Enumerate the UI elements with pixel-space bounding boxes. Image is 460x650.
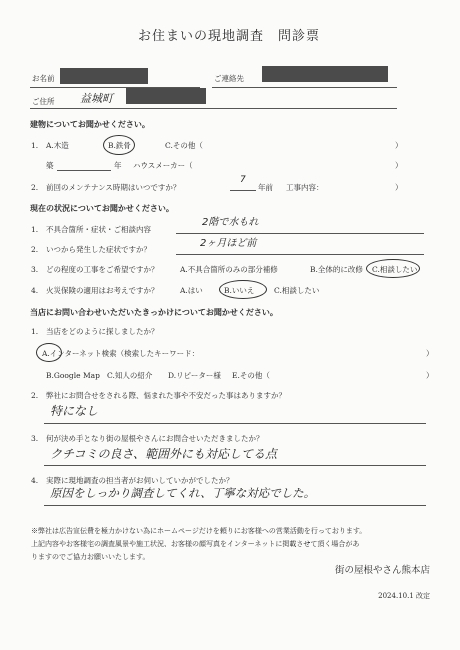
trigger-q1-opt-a-close: ） [426, 349, 434, 358]
address-underline [30, 108, 397, 109]
current-q4-opt-a: A.はい [180, 286, 203, 295]
trigger-q3-number: 3. [31, 434, 39, 443]
company-name: 街の屋根やさん熊本店 [334, 565, 430, 576]
trigger-q1-opt-d: D.リピーター様 [168, 371, 221, 380]
address-redaction [126, 88, 206, 104]
current-q4-opt-c: C.相談したい [274, 286, 320, 295]
trigger-q1-opt-b: B.Google Map [46, 371, 100, 380]
current-q4-opt-b: B.いいえ [224, 286, 255, 295]
steel-circled-mark [103, 135, 135, 155]
current-heading: 現在の状況についてお聞かせください。 [30, 203, 174, 213]
building-q2-close: ） [395, 183, 403, 192]
building-age-prefix: 築 [46, 161, 54, 170]
trigger-q2-text: 弊社にお問合せをされる際、悩まれた事や不安だった事はありますか？ [46, 391, 286, 400]
current-q2-hand: 2ヶ月ほど前 [200, 238, 257, 249]
trigger-q3-underline [44, 465, 426, 466]
current-q1-underline [176, 233, 424, 234]
current-q3-text: どの程度の工事をご希望ですか？ [46, 265, 159, 274]
address-handwritten: 益城町 [80, 92, 113, 105]
building-q2-years-underline [230, 190, 256, 191]
contact-underline [212, 87, 397, 88]
contact-label: ご連絡先 [214, 74, 244, 83]
consult-circled-mark [366, 259, 420, 278]
trigger-q1-opt-c: C.知人の紹介 [107, 371, 153, 380]
trigger-q2-number: 2. [31, 391, 39, 400]
building-q1-number: 1. [31, 141, 39, 150]
current-q3-opt-a: A.不具合箇所のみの部分補修 [180, 265, 278, 274]
trigger-q2-hand: 特になし [50, 404, 99, 418]
building-age-year: 年 [114, 161, 122, 170]
trigger-q1-number: 1. [31, 327, 39, 336]
current-q1-hand: 2階で水もれ [202, 217, 259, 228]
building-heading: 建物についてお聞かせください。 [30, 119, 150, 129]
current-q1-number: 1. [31, 225, 39, 234]
trigger-q1-row2-close: ） [426, 371, 434, 380]
revision-date: 2024.10.1 改定 [378, 592, 430, 600]
no-circled-mark [219, 280, 267, 299]
trigger-q3-hand: クチコミの良さ、範囲外にも対応してる点 [50, 447, 278, 461]
trigger-q2-underline [44, 423, 426, 424]
contact-redaction [262, 66, 388, 82]
footer-note-line3: りますのでご協力お願いいたします。 [31, 553, 150, 561]
building-q1-opt-steel: B.鉄骨 [108, 141, 131, 150]
building-maker-close: ） [395, 161, 403, 170]
current-q3-opt-b: B.全体的に改修 [310, 265, 363, 274]
current-q4-number: 4. [31, 286, 39, 295]
building-q1-close: ） [395, 141, 403, 150]
building-maker-label: ハウスメーカー（ [133, 161, 193, 170]
building-q1-opt-wood: A.木造 [46, 141, 69, 150]
current-q2-number: 2. [31, 245, 39, 254]
current-q2-underline [176, 254, 424, 255]
footer-note-line2: 上記内容やお客様宅の調査風景や施工状況、お客様の顔写真をインターネットに掲載させて頂く場合があ [31, 540, 360, 548]
name-redaction [60, 68, 148, 84]
trigger-q1-opt-e: E.その他（ [232, 371, 270, 380]
current-q1-text: 不具合箇所・症状・ご相談内容 [46, 225, 151, 234]
name-label: お名前 [32, 74, 55, 83]
building-q1-opt-other: C.その他（ [165, 141, 203, 150]
building-q2-work: 工事内容： [286, 183, 324, 192]
current-q2-text: いつから発生した症状ですか？ [46, 245, 151, 254]
building-q2-years-suffix: 年前 [258, 183, 273, 192]
trigger-q4-number: 4. [31, 476, 39, 485]
current-q3-number: 3. [31, 265, 39, 274]
building-q2-text: 前回のメンテナンス時期はいつですか？ [46, 183, 181, 192]
building-q2-hand-years: 7 [240, 175, 246, 185]
trigger-q4-text: 実際に現地調査の担当者がお伺いしていかがでしたか？ [46, 476, 234, 485]
trigger-q4-hand: 原因をしっかり調査してくれ、丁寧な対応でした。 [50, 486, 316, 500]
trigger-q4-underline [44, 505, 426, 506]
trigger-q1-opt-a: A.インターネット検索（検索したキーワード： [42, 349, 200, 358]
trigger-heading: 当店にお問い合わせいただいたきっかけについてお聞かせください。 [30, 307, 278, 317]
form-title: お住まいの現地調査 問診票 [138, 29, 321, 44]
address-label: ご住所 [32, 97, 55, 106]
footer-note-line1: ※弊社は広告宣伝費を極力かけない為にホームページだけを頼りにお客様への営業活動を行っております。 [31, 527, 367, 535]
trigger-q1-text: 当店をどのように探しましたか？ [46, 327, 159, 336]
trigger-q3-text: 何が決め手となり街の屋根やさんにお問合せいただきましたか？ [46, 434, 264, 443]
internet-circled-mark [36, 343, 62, 362]
current-q4-text: 火災保険の適用はお考えですか？ [46, 286, 159, 295]
current-q3-opt-c: C.相談したい [372, 265, 418, 274]
building-q2-number: 2. [31, 183, 39, 192]
building-age-underline [57, 170, 111, 171]
